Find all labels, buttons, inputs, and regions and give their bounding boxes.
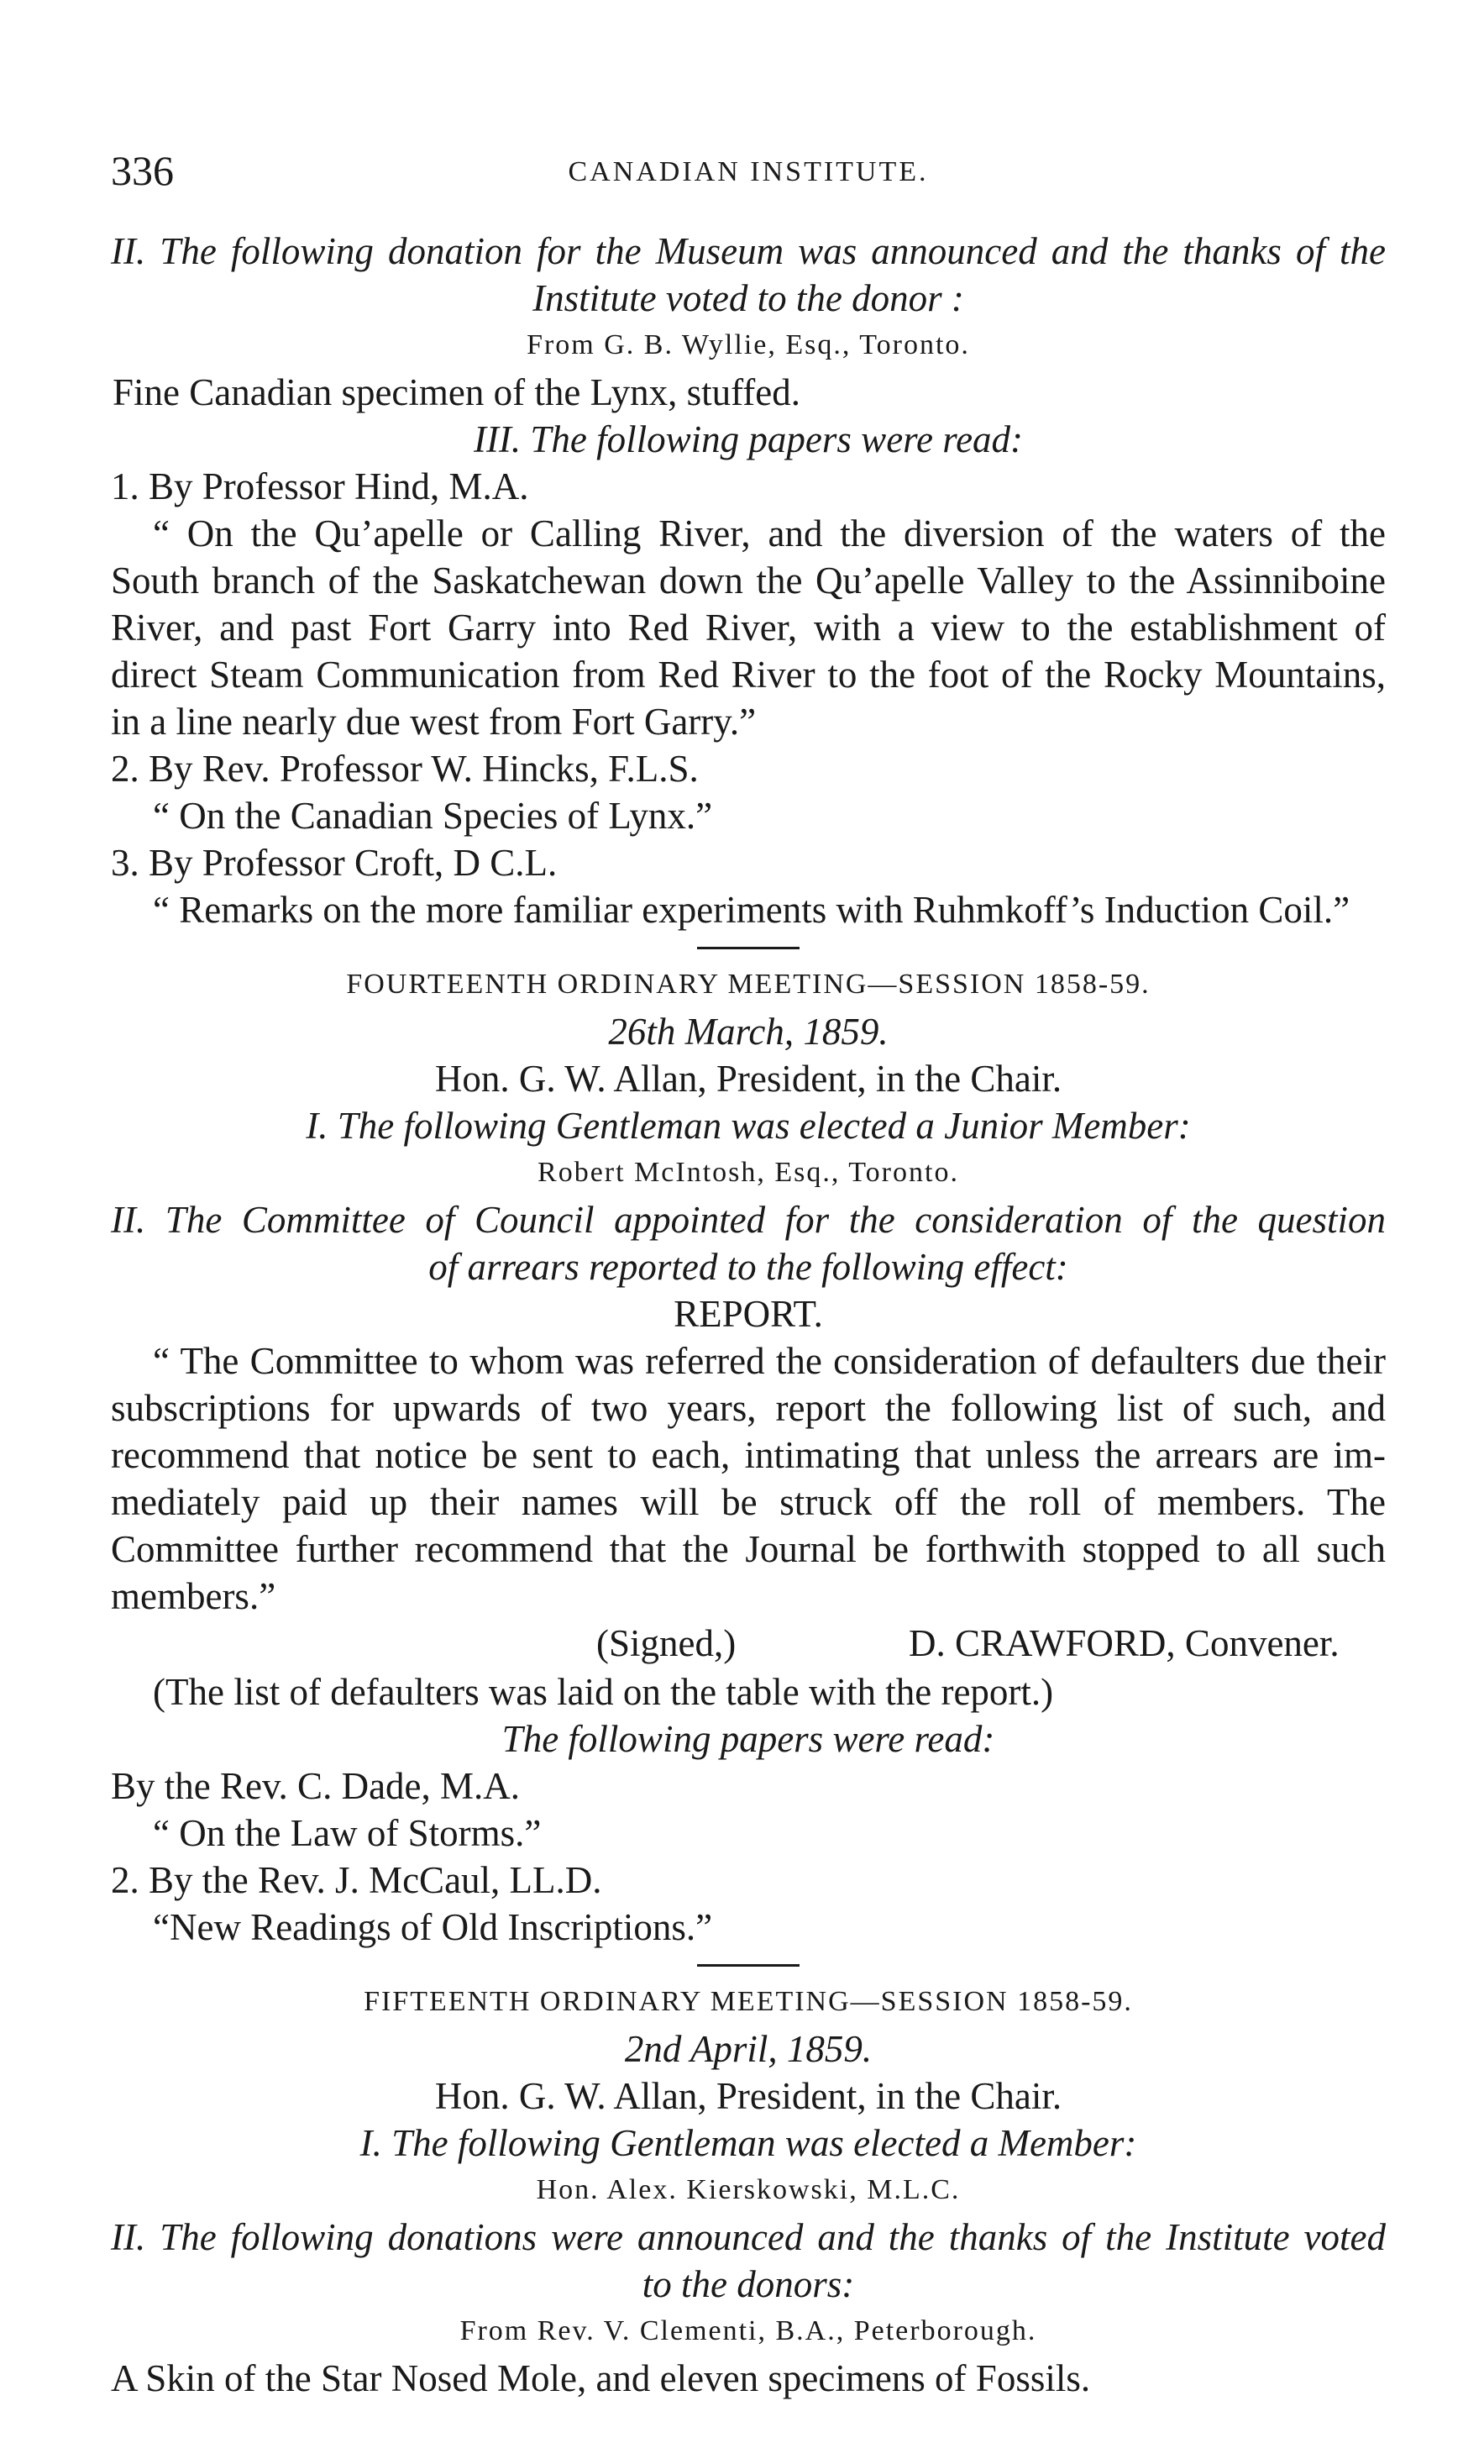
report-line: mediately paid up their names will be struck off the roll of members. The xyxy=(111,1481,1386,1523)
committee-heading-line-2: of arrears reported to the following effect: xyxy=(428,1246,1068,1288)
paper-title-line: River, and past Fort Garry into Red River, with a view to the establishment of xyxy=(111,607,1386,649)
signature-line xyxy=(111,1620,1386,1668)
paper-title: “ On the Law of Storms.” xyxy=(153,1812,542,1854)
section-divider xyxy=(697,947,800,949)
signed-label: (Signed,) xyxy=(596,1622,737,1664)
paper-title-line: in a line nearly due west from Fort Garry.” xyxy=(111,701,757,743)
meeting-chair: Hon. G. W. Allan, President, in the Chair. xyxy=(434,2075,1062,2117)
paper-author: By the Rev. C. Dade, M.A. xyxy=(111,1765,521,1807)
elected-member: Hon. Alex. Kierskowski, M.L.C. xyxy=(536,2174,961,2205)
section-fifteenth-meeting xyxy=(111,1978,1386,2402)
paper-title: “New Readings of Old Inscriptions.” xyxy=(153,1906,713,1948)
papers-heading: III. The following papers were read: xyxy=(473,418,1024,460)
report-line: members.” xyxy=(111,1575,276,1617)
paper-author: 3. By Professor Croft, D C.L. xyxy=(111,842,558,884)
meeting-heading: FOURTEENTH ORDINARY MEETING—SESSION 1858-59. xyxy=(346,969,1151,1000)
section-fourteenth-meeting xyxy=(111,961,1386,1951)
meeting-date: 26th March, 1859. xyxy=(608,1011,889,1053)
defaulters-note: (The list of defaulters was laid on the table with the report.) xyxy=(153,1671,1054,1713)
paper-author: 1. By Professor Hind, M.A. xyxy=(111,465,529,507)
report-line: “ The Committee to whom was referred the consideration of defaulters due their xyxy=(153,1340,1386,1382)
elected-member: Robert McIntosh, Esq., Toronto. xyxy=(537,1157,959,1188)
donor: From Rev. V. Clementi, B.A., Peterborough. xyxy=(459,2315,1037,2346)
running-title: CANADIAN INSTITUTE. xyxy=(568,156,929,187)
section-divider xyxy=(697,1964,800,1967)
paper-author: 2. By the Rev. J. McCaul, LL.D. xyxy=(111,1859,602,1901)
paper-author: 2. By Rev. Professor W. Hincks, F.L.S. xyxy=(111,748,699,790)
page xyxy=(111,147,1386,2402)
donation-item: Fine Canadian specimen of the Lynx, stuffed. xyxy=(113,371,800,413)
election-heading: I. The following Gentleman was elected a Member: xyxy=(359,2122,1137,2164)
donor: From G. B. Wyllie, Esq., Toronto. xyxy=(527,329,970,360)
report-line: recommend that notice be sent to each, intimating that unless the arrears are im- xyxy=(111,1434,1386,1476)
paper-title: “ Remarks on the more familiar experiments with Ruhmkoff’s Induction Coil.” xyxy=(153,889,1350,931)
report-title: REPORT. xyxy=(674,1293,823,1335)
donations-heading-line-1: II. The following donations were announced and the thanks of the Institute voted xyxy=(111,2216,1386,2258)
meeting-chair: Hon. G. W. Allan, President, in the Chair. xyxy=(434,1058,1062,1100)
donation-heading-line-1: II. The following donation for the Museum was announced and the thanks of the xyxy=(111,230,1386,272)
section-museum-donation xyxy=(111,228,1386,933)
paper-title: “ On the Canadian Species of Lynx.” xyxy=(153,795,713,837)
convener: D. CRAWFORD, Convener. xyxy=(909,1622,1340,1664)
paper-title-line: South branch of the Saskatchewan down the Qu’apelle Valley to the Assinniboine xyxy=(111,560,1386,602)
committee-heading-line-1: II. The Committee of Council appointed for the consideration of the question xyxy=(111,1199,1386,1241)
paper-title-line: “ On the Qu’apelle or Calling River, and the diversion of the waters of the xyxy=(153,512,1386,554)
donations-heading-line-2: to the donors: xyxy=(642,2263,855,2305)
election-heading: I. The following Gentleman was elected a Junior Member: xyxy=(306,1105,1191,1147)
papers-heading: The following papers were read: xyxy=(501,1718,995,1760)
report-line: Committee further recommend that the Journal be forthwith stopped to all such xyxy=(111,1528,1386,1570)
running-header xyxy=(111,147,1386,213)
meeting-heading: FIFTEENTH ORDINARY MEETING—SESSION 1858-59. xyxy=(364,1986,1133,2017)
meeting-date: 2nd April, 1859. xyxy=(624,2028,873,2070)
paper-title-line: direct Steam Communication from Red River to the foot of the Rocky Mountains, xyxy=(111,654,1386,696)
report-line: subscriptions for upwards of two years, report the following list of such, and xyxy=(111,1387,1386,1429)
page-number: 336 xyxy=(111,147,174,194)
donation-item: A Skin of the Star Nosed Mole, and eleven specimens of Fossils. xyxy=(111,2357,1091,2399)
donation-heading-line-2: Institute voted to the donor : xyxy=(532,277,964,319)
